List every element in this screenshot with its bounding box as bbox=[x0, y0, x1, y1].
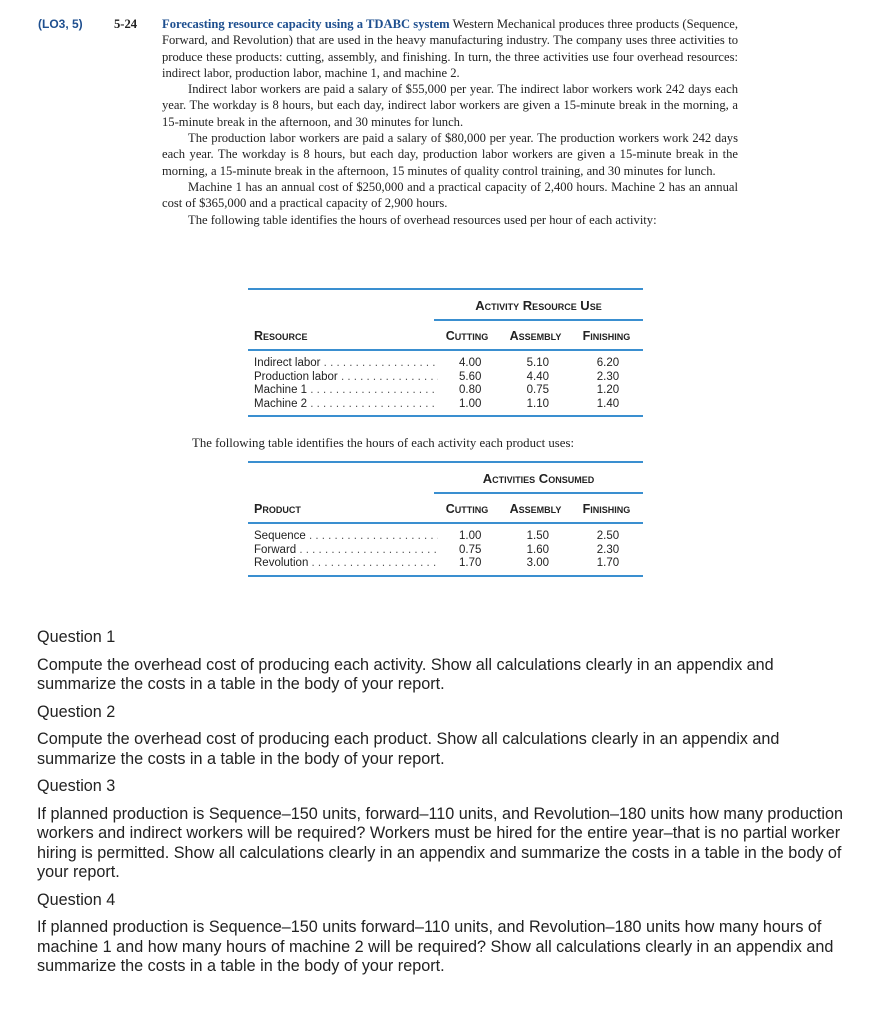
problem-title: Forecasting resource capacity using a TDABC system bbox=[162, 17, 450, 31]
table-group-header: Activities Consumed bbox=[482, 471, 595, 486]
cell: 1.50 bbox=[526, 530, 550, 542]
cell: 1.20 bbox=[596, 384, 620, 396]
cell: 0.75 bbox=[459, 543, 482, 556]
cell: 5.10 bbox=[526, 357, 550, 369]
cell: 0.80 bbox=[459, 384, 482, 396]
col-header: Resource bbox=[254, 329, 308, 343]
question-text: Compute the overhead cost of producing each product. Show all calculations clearly in an appendix and summarize the costs in a table in the body of your report. bbox=[37, 730, 780, 768]
table-row bbox=[254, 371, 643, 385]
learning-objective: (LO3, 5) bbox=[38, 17, 83, 31]
table-row bbox=[254, 530, 643, 544]
activity-resource-table bbox=[248, 288, 643, 417]
cell: Sequence . . . bbox=[254, 530, 438, 544]
table-row bbox=[254, 384, 643, 398]
table-row bbox=[254, 544, 643, 558]
paragraph bbox=[162, 16, 738, 81]
paragraph: The production labor workers are paid a salary of $80,000 per year. The production workers work 242 days each year. The workday is 8 hours, but each day, production labor workers are given a 15-minute break in the morning, a 15-minute break in the afternoon, 15 minutes of quality control training, and 30 minutes for lunch. bbox=[162, 131, 738, 178]
question-text: If planned production is Sequence–150 units, forward–110 units, and Revolution–180 units how many production workers and indirect workers will be required? Workers must be hired for the entire year–that is no partial worker hiring is permitted. Show all calculations clearly in an appendix and summarize the costs in a table in the body of your report. bbox=[37, 804, 844, 881]
table-row bbox=[254, 357, 643, 371]
cell: 4.00 bbox=[459, 357, 482, 369]
cell: Forward . . . bbox=[254, 544, 438, 558]
cell: 6.20 bbox=[596, 357, 620, 369]
cell: 1.70 bbox=[459, 557, 482, 569]
cell: Machine 2 . . . bbox=[254, 398, 438, 412]
cell: 2.30 bbox=[596, 370, 620, 383]
cell: 2.30 bbox=[596, 543, 620, 556]
cell: 4.40 bbox=[526, 370, 550, 383]
cell: Indirect labor . . . bbox=[254, 357, 438, 371]
intro-text: The following table identifies the hours of each activity each product uses: bbox=[192, 436, 575, 450]
cell: 0.75 bbox=[526, 384, 550, 396]
col-header: Assembly bbox=[509, 329, 562, 343]
table-row bbox=[254, 398, 643, 412]
cell: 1.70 bbox=[596, 557, 620, 569]
question-heading: Question 2 bbox=[37, 702, 116, 721]
cell: 1.00 bbox=[459, 397, 482, 410]
paragraph-text: Western Mechanical produces three products (Sequence, Forward, and Revolution) that are used in the heavy manufacturing industry. The company uses three activities to produce these products: cutting, assembly, and finishing. In turn, the three activities use four overhead resources: indirect labor, production labor, machine 1, and machine 2. bbox=[162, 17, 739, 80]
cell: 1.10 bbox=[526, 397, 550, 410]
col-header: Cutting bbox=[445, 502, 489, 516]
paragraph: Machine 1 has an annual cost of $250,000 and a practical capacity of 2,400 hours. Machine 2 has an annual cost of $365,000 and a practical capacity of 2,900 hours. bbox=[162, 179, 738, 211]
questions bbox=[37, 628, 857, 985]
cell: 3.00 bbox=[526, 557, 550, 569]
question-text: If planned production is Sequence–150 units forward–110 units, and Revolution–180 units how many hours of machine 1 and how many hours of machine 2 will be required? Show all calculations clearly in an appendix and summarize the costs in a table in the body of your report. bbox=[37, 918, 834, 975]
question-text: Compute the overhead cost of producing each activity. Show all calculations clearly in an appendix and summarize the costs in a table in the body of your report. bbox=[37, 655, 774, 693]
table-row bbox=[254, 557, 643, 571]
col-header: Cutting bbox=[445, 329, 489, 343]
cell: 1.60 bbox=[526, 543, 550, 556]
cell: Revolution . . . bbox=[254, 557, 438, 571]
question-heading: Question 1 bbox=[37, 628, 116, 646]
paragraph: The following table identifies the hours of overhead resources used per hour of each activity: bbox=[188, 212, 657, 227]
problem-block bbox=[38, 16, 738, 228]
question-heading: Question 4 bbox=[37, 890, 116, 909]
cell: 1.00 bbox=[459, 530, 482, 542]
cell: Production labor . . . bbox=[254, 371, 438, 385]
question-heading: Question 3 bbox=[37, 777, 116, 795]
paragraph: Indirect labor workers are paid a salary of $55,000 per year. The indirect labor workers work 242 days each year. The workday is 8 hours, but each day, indirect labor workers are given a 15-minute break in the morning, a 15-minute break in the afternoon, and 30 minutes for lunch. bbox=[162, 82, 738, 129]
problem-number: 5-24 bbox=[114, 17, 138, 31]
col-header: Finishing bbox=[582, 329, 631, 343]
col-header: Finishing bbox=[582, 502, 631, 516]
table-header bbox=[248, 321, 643, 349]
cell: Machine 1 . . . bbox=[254, 384, 438, 398]
col-header: Assembly bbox=[509, 502, 562, 516]
cell: 5.60 bbox=[459, 370, 482, 383]
col-header: Product bbox=[254, 502, 301, 516]
table-group-header: Activity Resource Use bbox=[475, 298, 602, 313]
table-header bbox=[248, 494, 643, 522]
cell: 2.50 bbox=[596, 530, 620, 542]
activities-consumed-table bbox=[248, 461, 643, 577]
cell: 1.40 bbox=[596, 397, 620, 410]
